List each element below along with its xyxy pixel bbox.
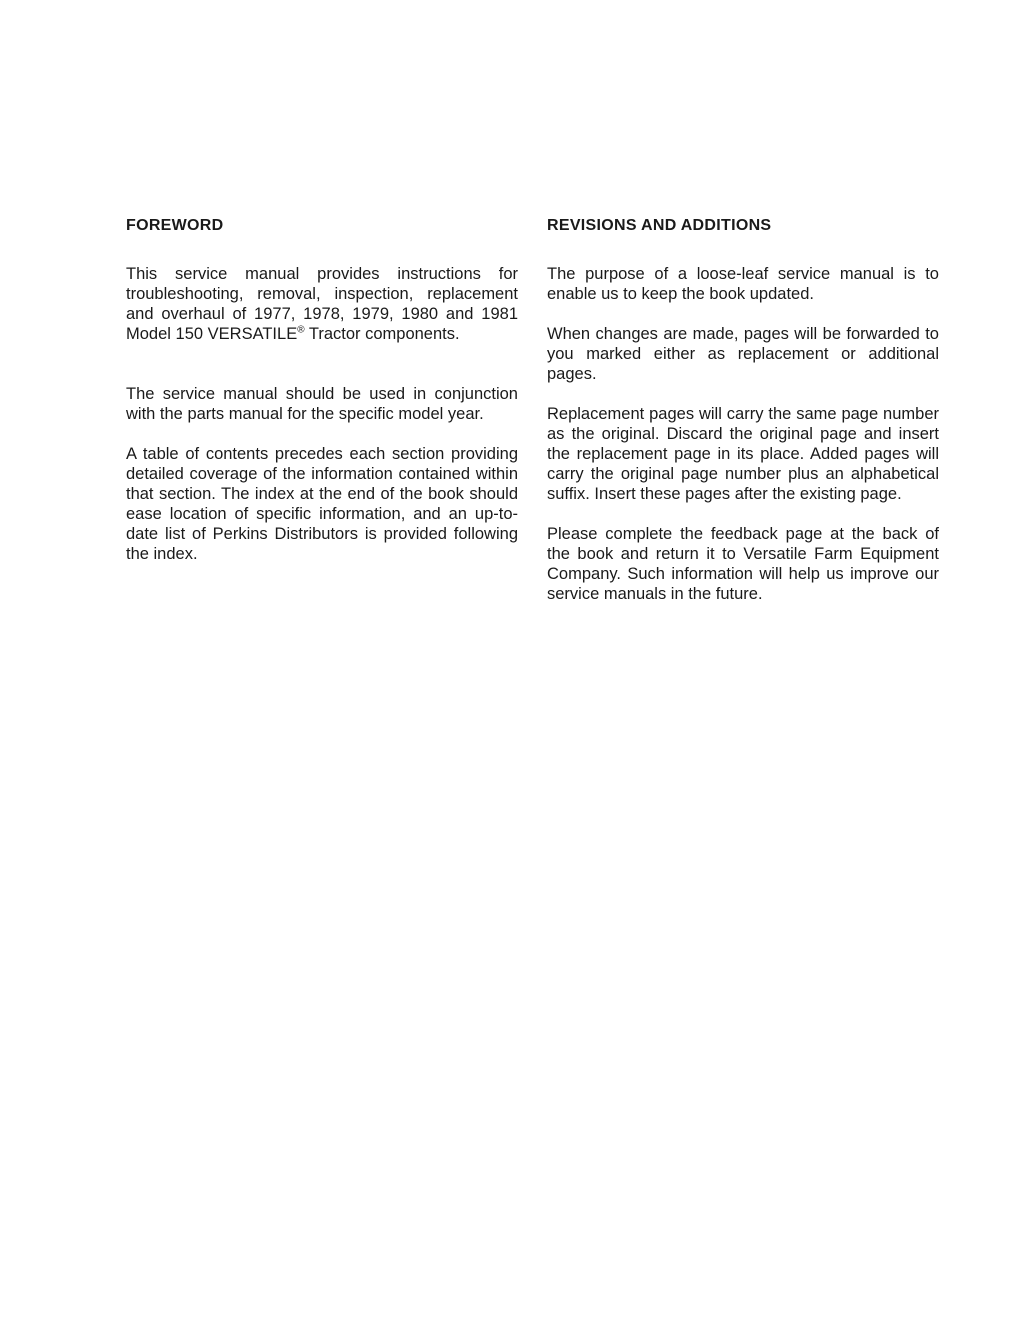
revisions-paragraph-3: Replacement pages will carry the same page number as the original. Discard the original page and insert the replacement page in its place. Added pages will carry the original page number plus an alphabetical suffix. Insert these pages after the existing page.: [547, 405, 939, 503]
foreword-paragraph-1: [126, 264, 518, 344]
revisions-paragraph-2: When changes are made, pages will be forwarded to you marked either as replacement or additional pages.: [547, 325, 939, 383]
registered-mark: ®: [297, 324, 305, 336]
foreword-section: [126, 215, 518, 584]
foreword-paragraph-1-tail: Tractor components.: [304, 325, 460, 343]
revisions-section: [547, 215, 939, 624]
foreword-paragraph-2: The service manual should be used in conjunction with the parts manual for the specific model year.: [126, 385, 518, 423]
revisions-heading: REVISIONS AND ADDITIONS: [547, 217, 772, 234]
revisions-paragraph-4: Please complete the feedback page at the back of the book and return it to Versatile Farm Equipment Company. Such information will help us improve our service manuals in the future.: [547, 525, 939, 603]
foreword-heading: FOREWORD: [126, 217, 224, 234]
revisions-paragraph-1: The purpose of a loose-leaf service manual is to enable us to keep the book updated.: [547, 265, 939, 303]
foreword-paragraph-1-text: This service manual provides instructions for troubleshooting, removal, inspection, replacement and overhaul of 1977, 1978, 1979, 1980 and 1981 Model 150 VERSATILE: [126, 265, 518, 343]
foreword-paragraph-3: A table of contents precedes each section providing detailed coverage of the information contained within that section. The index at the end of the book should ease location of specific information, and an up-to-date list of Perkins Distributors is provided following the index.: [126, 445, 518, 563]
